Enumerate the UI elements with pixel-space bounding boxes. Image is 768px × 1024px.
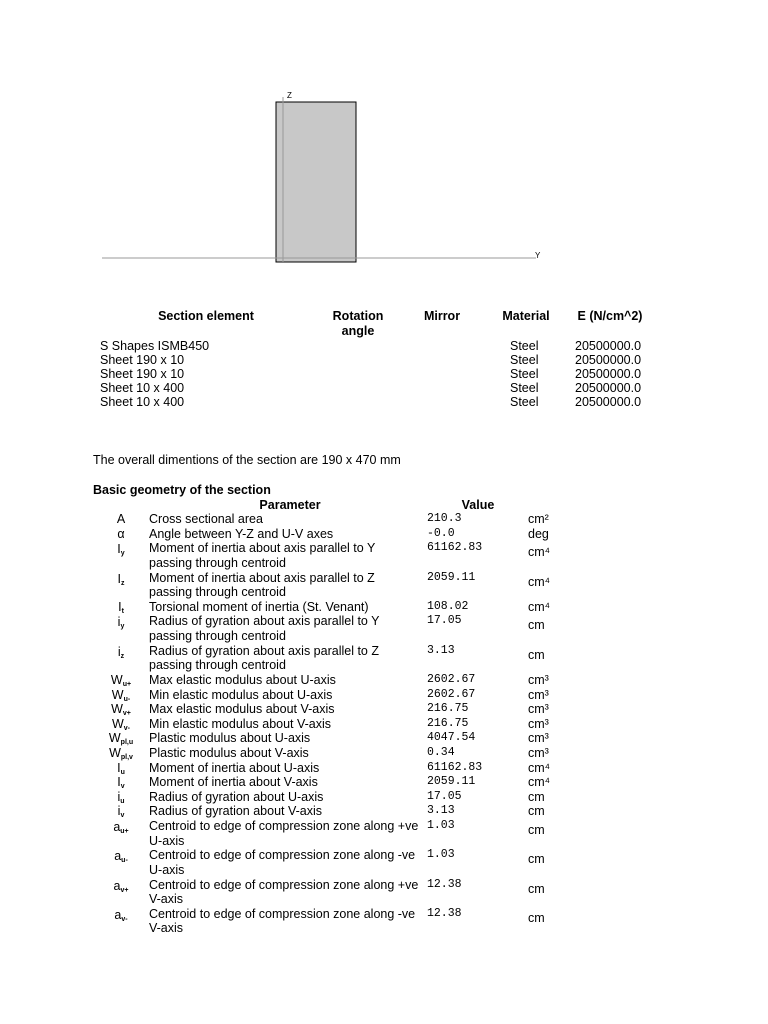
param-description xyxy=(149,614,429,643)
param-description xyxy=(149,731,429,746)
param-description-line1: Max elastic modulus about U-axis xyxy=(149,673,336,687)
param-value: 3.13 xyxy=(427,804,455,818)
param-description xyxy=(149,571,429,600)
param-symbol-sub: u- xyxy=(121,857,128,865)
element-e: 20500000.0 xyxy=(575,381,642,395)
param-description xyxy=(149,804,429,819)
param-symbol-main: I xyxy=(117,760,121,775)
param-description xyxy=(149,746,429,761)
param-symbol-sub: u+ xyxy=(122,681,132,688)
param-value: -0.0 xyxy=(427,526,455,540)
param-symbol-main: a xyxy=(113,878,121,893)
element-material: Steel xyxy=(510,367,539,381)
param-unit: cm³ xyxy=(528,746,549,760)
param-value: 216.75 xyxy=(427,702,469,716)
param-symbol-sub: v+ xyxy=(120,886,129,894)
param-description-line1: Min elastic modulus about V-axis xyxy=(149,716,332,731)
param-unit: cm xyxy=(528,789,545,804)
param-value: 17.05 xyxy=(427,614,462,628)
param-unit: cm⁴ xyxy=(528,775,551,790)
param-symbol-main: a xyxy=(113,820,121,834)
param-description xyxy=(149,848,429,877)
param-description xyxy=(149,819,429,848)
param-description-line1: Centroid to edge of compression zone along -ve xyxy=(149,906,416,921)
element-row xyxy=(0,339,768,353)
section-diagram xyxy=(0,0,768,275)
param-value: 61162.83 xyxy=(427,760,483,774)
header-mirror: Mirror xyxy=(423,309,461,323)
param-symbol-main: W xyxy=(111,687,124,702)
param-description-line1: Angle between Y-Z and U-V axes xyxy=(149,526,334,541)
element-row xyxy=(0,381,768,395)
param-value: 2059.11 xyxy=(427,570,476,584)
param-symbol xyxy=(100,542,142,562)
param-symbol-sub: u xyxy=(120,768,125,776)
param-symbol xyxy=(100,879,142,899)
param-description xyxy=(149,717,429,732)
param-description-line2: passing through centroid xyxy=(149,585,286,599)
param-symbol-main: i xyxy=(117,644,121,659)
element-material: Steel xyxy=(510,395,539,409)
param-symbol-sub: z xyxy=(120,652,125,660)
param-symbol-sub: v- xyxy=(121,915,128,923)
param-description-line2: passing through centroid xyxy=(149,628,286,643)
param-unit: cm⁴ xyxy=(528,574,551,589)
param-symbol xyxy=(100,908,142,928)
param-description-line2: U-axis xyxy=(149,833,185,848)
param-unit: cm xyxy=(528,823,545,837)
param-description xyxy=(149,541,429,570)
header-value: Value xyxy=(461,498,495,512)
param-symbol-main: I xyxy=(117,775,121,790)
param-symbol-main: A xyxy=(116,512,126,526)
param-value: 4047.54 xyxy=(427,731,476,745)
element-e: 20500000.0 xyxy=(575,367,642,381)
param-unit: deg xyxy=(528,526,549,541)
y-axis-label: Y xyxy=(535,251,541,260)
param-description xyxy=(149,527,429,542)
param-description-line1: Centroid to edge of compression zone along +ve xyxy=(149,819,419,833)
param-description-line1: Moment of inertia about U-axis xyxy=(149,760,320,775)
element-name: Sheet 190 x 10 xyxy=(100,353,185,367)
param-description xyxy=(149,878,429,907)
element-e: 20500000.0 xyxy=(575,353,642,367)
param-unit: cm⁴ xyxy=(528,760,551,775)
param-value: 12.38 xyxy=(427,906,462,920)
param-description xyxy=(149,688,429,703)
param-symbol-main: I xyxy=(117,571,121,586)
param-symbol xyxy=(100,820,142,840)
param-symbol-sub: y xyxy=(120,623,125,631)
param-unit: cm xyxy=(528,852,545,867)
param-description-line1: Moment of inertia about axis parallel to Z xyxy=(149,570,375,585)
param-symbol-main: a xyxy=(114,907,122,922)
param-unit: cm⁴ xyxy=(528,545,551,560)
param-symbol-main: W xyxy=(111,702,123,717)
param-description-line1: Radius of gyration about axis parallel to Z xyxy=(149,643,379,658)
param-description-line1: Radius of gyration about axis parallel to Y xyxy=(149,614,380,629)
param-value: 2602.67 xyxy=(427,687,476,701)
param-description-line1: Radius of gyration about U-axis xyxy=(149,789,324,804)
param-symbol-sub: v xyxy=(120,812,125,820)
param-symbol-sub: z xyxy=(120,579,125,587)
param-symbol-main: i xyxy=(117,804,121,819)
param-description-line1: Radius of gyration about V-axis xyxy=(149,804,323,819)
param-symbol-main: I xyxy=(117,542,121,557)
param-symbol-sub: t xyxy=(121,607,124,615)
element-name: Sheet 190 x 10 xyxy=(100,367,185,381)
element-material: Steel xyxy=(510,339,539,353)
param-value: 12.38 xyxy=(427,877,462,891)
element-e: 20500000.0 xyxy=(575,395,642,409)
param-value: 210.3 xyxy=(427,512,462,525)
element-name: Sheet 10 x 400 xyxy=(100,381,185,395)
param-value: 1.03 xyxy=(427,819,455,832)
element-name: S Shapes ISMB450 xyxy=(100,339,210,353)
param-symbol-main: α xyxy=(117,526,125,541)
param-value: 61162.83 xyxy=(427,541,483,555)
param-description-line2: V-axis xyxy=(149,892,184,907)
param-description-line2: U-axis xyxy=(149,862,185,877)
param-description xyxy=(149,907,429,936)
param-description-line1: Centroid to edge of compression zone along -ve xyxy=(149,848,416,863)
header-e: E (N/cm^2) xyxy=(577,309,643,323)
param-symbol xyxy=(100,615,142,635)
param-unit: cm xyxy=(528,910,545,925)
param-unit: cm xyxy=(528,881,545,896)
param-unit: cm xyxy=(528,804,545,819)
param-description-line2: passing through centroid xyxy=(149,658,286,673)
param-symbol-sub: u+ xyxy=(120,828,129,835)
param-symbol-sub: pl,v xyxy=(120,754,133,761)
basic-geometry-title: Basic geometry of the section xyxy=(93,483,271,497)
param-unit: cm xyxy=(528,647,545,662)
param-symbol-sub: v+ xyxy=(122,710,131,718)
param-description-line1: Moment of inertia about axis parallel to Y xyxy=(149,541,376,556)
param-value: 3.13 xyxy=(427,643,455,657)
param-symbol-main: W xyxy=(111,716,124,731)
param-description xyxy=(149,673,429,688)
param-description-line1: Torsional moment of inertia (St. Venant) xyxy=(149,599,369,614)
param-description-line1: Plastic modulus about V-axis xyxy=(149,746,309,760)
param-description xyxy=(149,644,429,673)
section-shape xyxy=(276,102,356,262)
param-value: 17.05 xyxy=(427,789,462,803)
param-symbol-sub: v- xyxy=(123,724,131,732)
param-description xyxy=(149,702,429,717)
param-symbol-sub: u xyxy=(120,797,125,805)
param-symbol-main: a xyxy=(114,849,122,864)
param-symbol xyxy=(100,645,142,665)
element-row xyxy=(0,367,768,381)
param-unit: cm³ xyxy=(528,702,549,717)
param-description-line1: Centroid to edge of compression zone along +ve xyxy=(149,877,419,892)
param-description-line1: Plastic modulus about U-axis xyxy=(149,731,311,746)
param-value: 2602.67 xyxy=(427,673,476,686)
param-description-line2: V-axis xyxy=(149,921,184,936)
param-description xyxy=(149,512,429,527)
param-symbol-main: i xyxy=(117,615,121,630)
param-value: 216.75 xyxy=(427,716,469,730)
param-symbol-main: W xyxy=(108,731,121,746)
overall-dimensions-text: The overall dimentions of the section are 190 x 470 mm xyxy=(93,453,401,467)
param-symbol-sub: pl,u xyxy=(120,739,134,747)
param-unit: cm⁴ xyxy=(528,599,551,614)
param-description xyxy=(149,761,429,776)
param-symbol-sub: u- xyxy=(123,695,131,703)
param-symbol-main: I xyxy=(118,599,122,614)
param-description xyxy=(149,775,429,790)
param-value: 108.02 xyxy=(427,599,469,613)
param-description-line1: Min elastic modulus about U-axis xyxy=(149,687,333,702)
param-description-line1: Cross sectional area xyxy=(149,512,263,526)
param-value: 1.03 xyxy=(427,848,455,862)
param-unit: cm² xyxy=(528,512,549,526)
element-row xyxy=(0,395,768,409)
param-symbol-main: i xyxy=(117,789,121,804)
param-description-line2: passing through centroid xyxy=(149,555,286,570)
z-axis-label: Z xyxy=(287,91,292,100)
param-description xyxy=(149,790,429,805)
element-e: 20500000.0 xyxy=(575,339,642,353)
element-name: Sheet 10 x 400 xyxy=(100,395,185,409)
param-value: 0.34 xyxy=(427,746,455,759)
element-material: Steel xyxy=(510,353,539,367)
param-value: 2059.11 xyxy=(427,775,476,789)
param-symbol xyxy=(100,849,142,869)
param-unit: cm xyxy=(528,618,545,633)
param-unit: cm³ xyxy=(528,716,549,731)
param-symbol xyxy=(100,572,142,592)
element-material: Steel xyxy=(510,381,539,395)
header-parameter: Parameter xyxy=(259,498,321,512)
param-description-line1: Moment of inertia about V-axis xyxy=(149,775,318,790)
header-rotation: Rotation xyxy=(332,309,384,323)
param-symbol-main: W xyxy=(110,673,123,687)
param-unit: cm³ xyxy=(528,731,549,746)
element-row xyxy=(0,353,768,367)
param-symbol-main: W xyxy=(109,746,121,760)
param-description xyxy=(149,600,429,615)
param-symbol-sub: y xyxy=(120,550,125,558)
header-material: Material xyxy=(502,309,550,323)
param-description-line1: Max elastic modulus about V-axis xyxy=(149,702,335,717)
param-symbol-sub: v xyxy=(120,783,125,791)
header-rotation-angle: angle xyxy=(341,324,375,338)
param-unit: cm³ xyxy=(528,673,549,687)
header-section-element: Section element xyxy=(158,309,254,323)
param-unit: cm³ xyxy=(528,687,549,702)
